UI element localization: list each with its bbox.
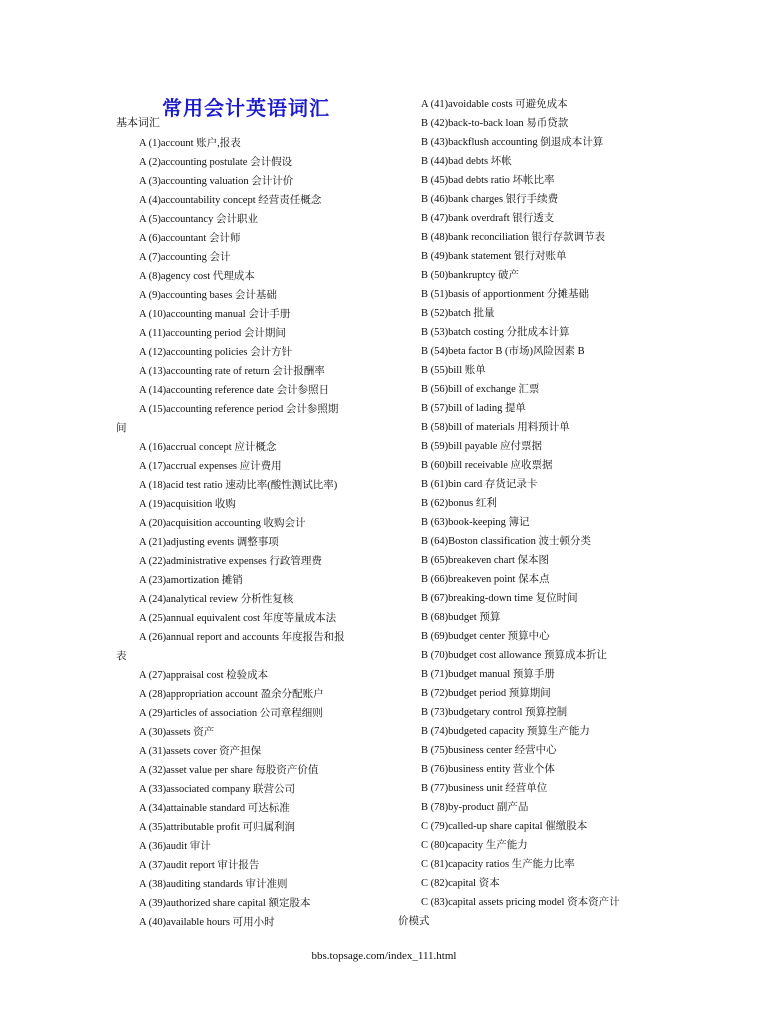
list-item: C (82)capital 资本 xyxy=(421,878,500,889)
list-item: A (8)agency cost 代理成本 xyxy=(139,271,255,282)
list-item: B (55)bill 账单 xyxy=(421,365,486,376)
list-item: B (44)bad debts 坏帐 xyxy=(421,156,512,167)
list-item: A (7)accounting 会计 xyxy=(139,252,231,263)
list-item: A (23)amortization 摊销 xyxy=(139,575,243,586)
list-item: A (17)accrual expenses 应计费用 xyxy=(139,461,282,472)
list-item: B (58)bill of materials 用料预计单 xyxy=(421,422,570,433)
list-item: A (31)assets cover 资产担保 xyxy=(139,746,262,757)
right-column xyxy=(398,95,668,931)
list-item: A (3)accounting valuation 会计计价 xyxy=(139,176,294,187)
list-item: A (5)accountancy 会计职业 xyxy=(139,214,258,225)
list-item: B (75)business center 经营中心 xyxy=(421,745,557,756)
list-item: B (47)bank overdraft 银行透支 xyxy=(421,213,555,224)
list-item: B (50)bankruptcy 破产 xyxy=(421,270,519,281)
list-item: A (12)accounting policies 会计方针 xyxy=(139,347,293,358)
list-item: B (71)budget manual 预算手册 xyxy=(421,669,555,680)
list-item: A (20)acquisition accounting 收购会计 xyxy=(139,518,306,529)
list-item: A (14)accounting reference date 会计参照日 xyxy=(139,385,330,396)
list-item: A (36)audit 审计 xyxy=(139,841,211,852)
list-item: A (2)accounting postulate 会计假设 xyxy=(139,157,293,168)
list-item: B (65)breakeven chart 保本图 xyxy=(421,555,549,566)
list-item: A (26)annual report and accounts 年度报告和报 xyxy=(139,632,345,643)
list-item: A (25)annual equivalent cost 年度等量成本法 xyxy=(139,613,337,624)
list-item: A (41)avoidable costs 可避免成本 xyxy=(421,99,568,110)
list-item: B (64)Boston classification 波士顿分类 xyxy=(421,536,592,547)
list-item: A (32)asset value per share 每股资产价值 xyxy=(139,765,319,776)
list-item: B (52)batch 批量 xyxy=(421,308,495,319)
list-item: A (24)analytical review 分析性复核 xyxy=(139,594,294,605)
list-item: B (62)bonus 红利 xyxy=(421,498,497,509)
list-item: B (46)bank charges 银行手续费 xyxy=(421,194,559,205)
list-item: A (13)accounting rate of return 会计报酬率 xyxy=(139,366,325,377)
list-item: B (59)bill payable 应付票据 xyxy=(421,441,543,452)
list-item: B (78)by-product 副产品 xyxy=(421,802,529,813)
list-item: B (51)basis of apportionment 分摊基础 xyxy=(421,289,589,300)
list-item: A (11)accounting period 会计期间 xyxy=(139,328,286,339)
list-item: B (73)budgetary control 预算控制 xyxy=(421,707,568,718)
list-item: A (16)accrual concept 应计概念 xyxy=(139,442,277,453)
list-item: C (81)capacity ratios 生产能力比率 xyxy=(421,859,575,870)
list-item: B (61)bin card 存货记录卡 xyxy=(421,479,538,490)
list-item: A (37)audit report 审计报告 xyxy=(139,860,260,871)
list-item: A (1)account 账户,报表 xyxy=(139,138,241,149)
list-item: B (53)batch costing 分批成本计算 xyxy=(421,327,570,338)
list-item: B (56)bill of exchange 汇票 xyxy=(421,384,540,395)
list-item: A (29)articles of association 公司章程细则 xyxy=(139,708,323,719)
list-item: A (27)appraisal cost 检验成本 xyxy=(139,670,269,681)
list-item: C (80)capacity 生产能力 xyxy=(421,840,528,851)
list-item: B (54)beta factor B (市场)风险因素 B xyxy=(421,346,585,357)
list-item: B (76)business entity 营业个体 xyxy=(421,764,555,775)
page-title: 常用会计英语词汇 xyxy=(162,96,330,120)
list-item: A (28)appropriation account 盈余分配账户 xyxy=(139,689,324,700)
list-item: A (34)attainable standard 可达标准 xyxy=(139,803,290,814)
list-item: C (83)capital assets pricing model 资本资产计 xyxy=(421,897,620,908)
list-item: A (22)administrative expenses 行政管理费 xyxy=(139,556,322,567)
list-item: B (68)budget 预算 xyxy=(421,612,501,623)
list-item: B (45)bad debts ratio 坏帐比率 xyxy=(421,175,555,186)
list-item: A (4)accountability concept 经营责任概念 xyxy=(139,195,322,206)
list-item: A (35)attributable profit 可归属利润 xyxy=(139,822,296,833)
list-item: A (40)available hours 可用小时 xyxy=(139,917,275,928)
list-item: A (9)accounting bases 会计基础 xyxy=(139,290,277,301)
list-item: A (21)adjusting events 调整事项 xyxy=(139,537,279,548)
list-item: A (10)accounting manual 会计手册 xyxy=(139,309,291,320)
list-item: B (74)budgeted capacity 预算生产能力 xyxy=(421,726,590,737)
list-item: A (39)authorized share capital 额定股本 xyxy=(139,898,311,909)
list-item: C (79)called-up share capital 催缴股本 xyxy=(421,821,588,832)
list-item: B (69)budget center 预算中心 xyxy=(421,631,550,642)
list-item: B (57)bill of lading 提单 xyxy=(421,403,526,414)
list-item: A (33)associated company 联营公司 xyxy=(139,784,296,795)
list-item-continuation: 表 xyxy=(116,651,127,662)
list-item: B (48)bank reconciliation 银行存款调节表 xyxy=(421,232,606,243)
list-item: B (43)backflush accounting 倒退成本计算 xyxy=(421,137,604,148)
list-item: B (77)business unit 经营单位 xyxy=(421,783,548,794)
list-item: B (72)budget period 预算期间 xyxy=(421,688,551,699)
list-item: B (60)bill receivable 应收票据 xyxy=(421,460,553,471)
list-item: A (19)acquisition 收购 xyxy=(139,499,236,510)
list-item: A (18)acid test ratio 速动比率(酸性测试比率) xyxy=(139,480,338,491)
section-label: 基本词汇 xyxy=(116,117,160,129)
list-item: B (63)book-keeping 簿记 xyxy=(421,517,530,528)
list-item: B (70)budget cost allowance 预算成本折让 xyxy=(421,650,608,661)
list-item: A (15)accounting reference period 会计参照期 xyxy=(139,404,339,415)
list-item: B (66)breakeven point 保本点 xyxy=(421,574,550,585)
list-item: A (38)auditing standards 审计准则 xyxy=(139,879,288,890)
list-item: A (30)assets 资产 xyxy=(139,727,215,738)
list-item: B (49)bank statement 银行对账单 xyxy=(421,251,567,262)
footer-url: bbs.topsage.com/index_111.html xyxy=(311,950,457,962)
list-item-continuation: 价模式 xyxy=(398,916,430,927)
list-item: A (6)accountant 会计师 xyxy=(139,233,241,244)
list-item: B (42)back-to-back loan 易币贷款 xyxy=(421,118,569,129)
list-item-continuation: 间 xyxy=(116,423,127,434)
list-item: B (67)breaking-down time 复位时间 xyxy=(421,593,578,604)
left-column xyxy=(116,134,386,932)
